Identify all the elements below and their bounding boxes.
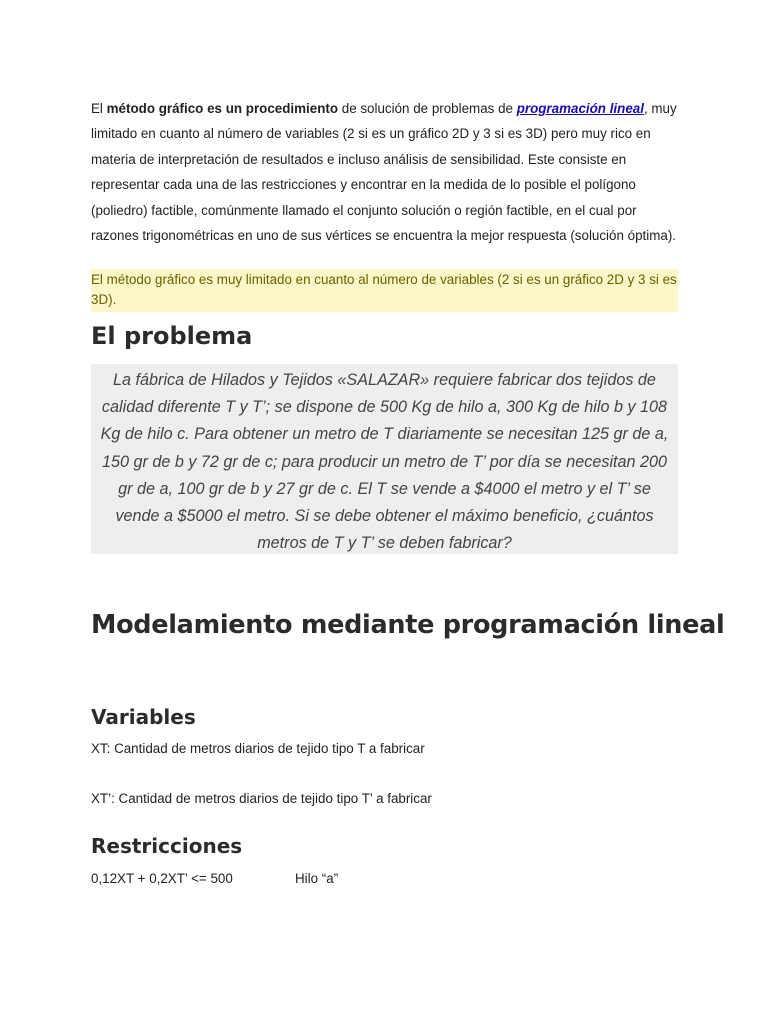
highlighted-note: El método gráfico es muy limitado en cuanto al número de variables (2 si es un gráfico 2D y 3 si es 3D). xyxy=(91,269,678,312)
heading-el-problema: El problema xyxy=(91,322,253,350)
restriction-expression: 0,12XT + 0,2XT’ <= 500 xyxy=(91,871,233,886)
programacion-lineal-link[interactable]: programación lineal xyxy=(516,101,644,116)
variable-xt: XT: Cantidad de metros diarios de tejido tipo T a fabricar xyxy=(91,741,425,756)
intro-text-end: , muy limitado en cuanto al número de variables (2 si es un gráfico 2D y 3 si es 3D) pero muy rico en materia de interpretación de resultados e incluso análisis de sensibilidad. Este consiste en representar cada una de las restricciones y encontrar en la medida de lo posible el polígono (poliedro) factible, comúnmente llamado el conjunto solución o región factible, en el cual por razones trigonométricas en uno de sus vértices se encuentra la mejor respuesta (solución óptima). xyxy=(91,101,677,244)
heading-variables: Variables xyxy=(91,705,196,729)
intro-bold-phrase: método gráfico es un procedimiento xyxy=(106,101,339,116)
restriction-hilo-a xyxy=(91,871,339,886)
heading-restricciones: Restricciones xyxy=(91,834,243,858)
restriction-label: Hilo “a” xyxy=(295,871,339,886)
problem-statement: La fábrica de Hilados y Tejidos «SALAZAR» requiere fabricar dos tejidos de calidad diferente T y T’; se dispone de 500 Kg de hilo a, 300 Kg de hilo b y 108 Kg de hilo c. Para obtener un metro de T diariamente se necesitan 125 gr de a, 150 gr de b y 72 gr de c; para producir un metro de T’ por día se necesitan 200 gr de a, 100 gr de b y 27 gr de c. El T se vende a $4000 el metro y el T’ se vende a $5000 el metro. Si se debe obtener el máximo beneficio, ¿cuántos metros de T y T’ se deben fabricar? xyxy=(100,371,669,553)
variable-xt-prime: XT’: Cantidad de metros diarios de tejido tipo T’ a fabricar xyxy=(91,791,432,806)
heading-modelamiento: Modelamiento mediante programación lineal xyxy=(91,610,725,640)
intro-paragraph xyxy=(91,96,681,248)
intro-text-start: El xyxy=(91,101,107,116)
intro-text-middle: de solución de problemas de xyxy=(338,101,517,116)
problem-blockquote xyxy=(91,364,678,554)
